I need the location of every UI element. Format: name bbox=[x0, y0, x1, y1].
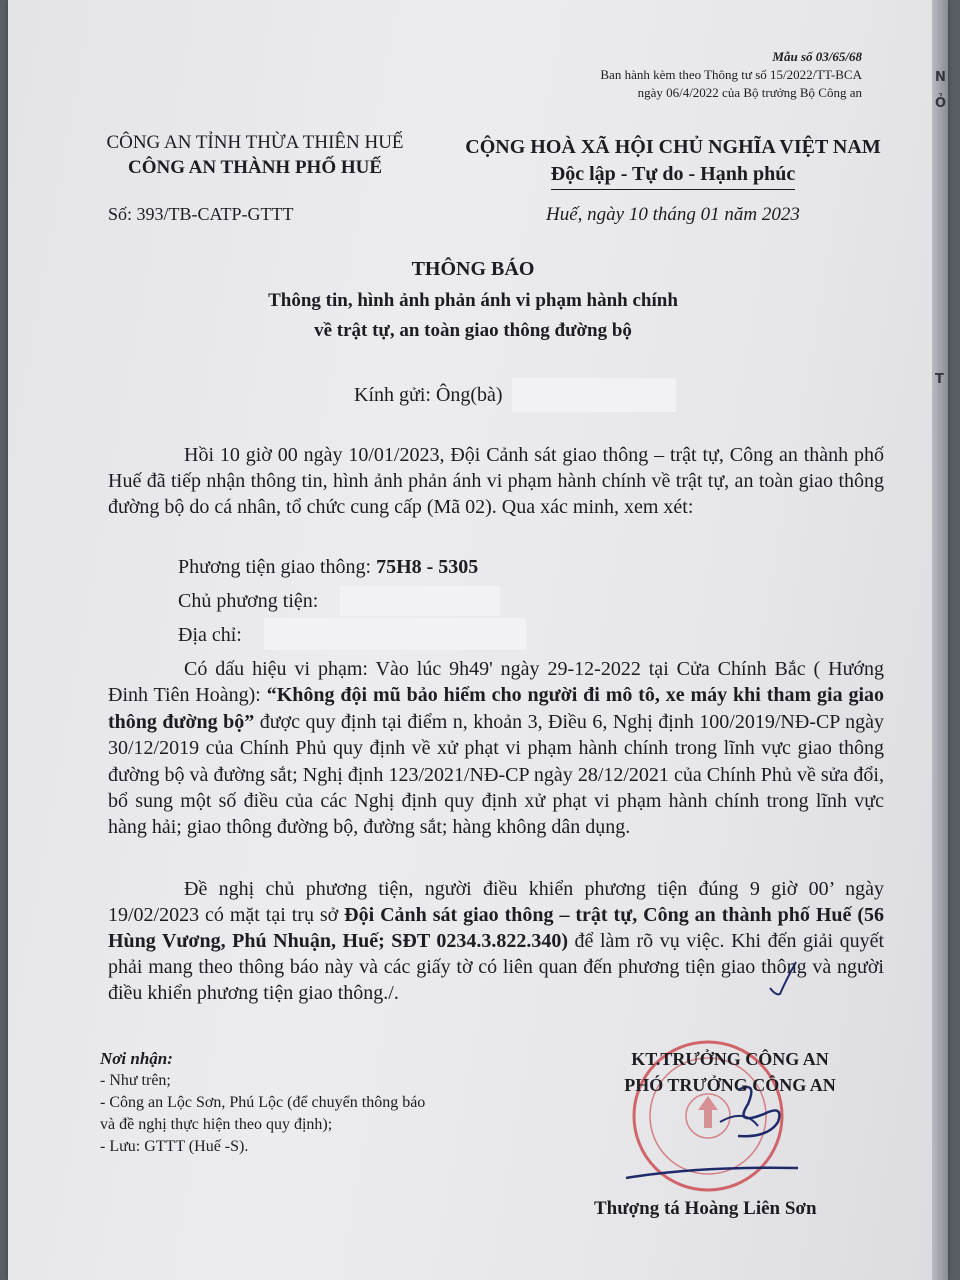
edge-letter: N bbox=[935, 70, 946, 85]
recipient-item: - Như trên; bbox=[100, 1072, 171, 1089]
vehicle-plate: 75H8 - 5305 bbox=[376, 556, 479, 578]
adjacent-page-edge bbox=[932, 0, 948, 1280]
handwritten-check-mark bbox=[766, 958, 800, 998]
recipients-block bbox=[100, 1048, 425, 1158]
subtitle-line-1: Thông tin, hình ảnh phản ánh vi phạm hành chính bbox=[268, 290, 678, 311]
redacted-address bbox=[264, 618, 526, 650]
form-issued-date: ngày 06/4/2022 của Bộ trưởng Bộ Công an bbox=[637, 85, 862, 100]
signer-name: Thượng tá Hoàng Liên Sơn bbox=[594, 1198, 817, 1219]
recipient-item: và đề nghị thực hiện theo quy định); bbox=[100, 1116, 333, 1133]
document-number: Số: 393/TB-CATP-GTTT bbox=[108, 204, 294, 224]
nation-motto: Độc lập - Tự do - Hạnh phúc bbox=[551, 161, 795, 190]
redacted-owner-name bbox=[340, 586, 500, 616]
vehicle-label: Phương tiện giao thông: bbox=[178, 556, 377, 578]
agency-block bbox=[90, 130, 420, 180]
owner-label: Chủ phương tiện: bbox=[178, 590, 319, 612]
recipients-heading: Nơi nhận: bbox=[100, 1049, 173, 1068]
violation-legal-basis: được quy định tại điểm n, khoản 3, Điều 6, Nghị định 100/2019/NĐ-CP ngày 30/12/2019 của Chính Phủ quy định về xử phạt vi phạm hành chính trong lĩnh vực giao thông đường bộ và đường sắt; Nghị định 123/2021/NĐ-CP ngày 28/12/2021 của Chính Phủ về sửa đổi, bổ sung một số điều của các Nghị định quy định xử phạt vi phạm hành chính trong lĩnh vực hàng hải; giao thông đường bộ, đường sắt; hàng không dân dụng. bbox=[108, 710, 884, 839]
edge-letter: Ỏ bbox=[935, 96, 947, 111]
agency-name: CÔNG AN THÀNH PHỐ HUẾ bbox=[127, 157, 383, 178]
redacted-recipient-name bbox=[512, 378, 676, 412]
recipient-item: - Lưu: GTTT (Huế -S). bbox=[100, 1138, 249, 1155]
address-field bbox=[178, 624, 242, 647]
violation-paragraph bbox=[108, 656, 884, 841]
signature-block bbox=[580, 1046, 880, 1098]
nation-header bbox=[458, 134, 888, 190]
form-issued-with: Ban hành kèm theo Thông tư số 15/2022/TT-BCA bbox=[600, 67, 862, 82]
document-page bbox=[8, 0, 948, 1280]
request-intro: Đề nghị chủ phương tiện, người điều khiển phương tiện đúng 9 giờ 00’ ngày 19/02/2023 có mặt tại trụ sở bbox=[108, 878, 884, 926]
document-title: THÔNG BÁO bbox=[411, 258, 535, 280]
signature-line-1: KT.TRƯỞNG CÔNG AN bbox=[631, 1049, 829, 1069]
owner-field bbox=[178, 590, 318, 613]
form-number: Mẫu số 03/65/68 bbox=[772, 49, 862, 64]
recipient-item: - Công an Lộc Sơn, Phú Lộc (để chuyển thông báo bbox=[100, 1094, 426, 1111]
violation-description: “Không đội mũ bảo hiểm cho người đi mô tô, xe máy khi tham gia giao thông đường bộ” bbox=[108, 684, 884, 733]
address-label: Địa chỉ: bbox=[178, 624, 242, 646]
form-header bbox=[600, 48, 862, 102]
agency-parent: CÔNG AN TỈNH THỪA THIÊN HUẾ bbox=[106, 132, 404, 153]
subtitle-line-2: về trật tự, an toàn giao thông đường bộ bbox=[314, 320, 632, 341]
nation-name: CỘNG HOÀ XÃ HỘI CHỦ NGHĨA VIỆT NAM bbox=[465, 136, 881, 158]
intro-paragraph: Hồi 10 giờ 00 ngày 10/01/2023, Đội Cảnh sát giao thông – trật tự, Công an thành phố Huế đã tiếp nhận thông tin, hình ảnh phản ánh vi phạm hành chính về trật tự, an toàn giao thông đường bộ do cá nhân, tổ chức cung cấp (Mã 02). Qua xác minh, xem xét: bbox=[108, 444, 884, 518]
place-date: Huế, ngày 10 tháng 01 năm 2023 bbox=[546, 204, 800, 225]
signature-line-2: PHÓ TRƯỞNG CÔNG AN bbox=[624, 1075, 836, 1095]
edge-letter: T bbox=[935, 372, 944, 387]
vehicle-field bbox=[178, 556, 478, 579]
request-location: Đội Cảnh sát giao thông – trật tự, Công an thành phố Huế (56 Hùng Vương, Phú Nhuận, Huế; SĐT 0234.3.822.340) bbox=[108, 904, 884, 952]
violation-intro: Có dấu hiệu vi phạm: Vào lúc 9h49' ngày 29-12-2022 tại Cửa Chính Bắc ( Hướng Đinh Tiên Hoàng): bbox=[108, 658, 884, 707]
recipient-line bbox=[354, 384, 503, 407]
request-rest: để làm rõ vụ việc. Khi đến giải quyết phải mang theo thông báo này và các giấy tờ có liên quan đến phương tiện giao thông và người điều khiển phương tiện giao thông./. bbox=[108, 930, 885, 1004]
document-subtitle bbox=[8, 286, 938, 346]
recipient-label: Kính gửi: Ông(bà) bbox=[354, 384, 503, 406]
